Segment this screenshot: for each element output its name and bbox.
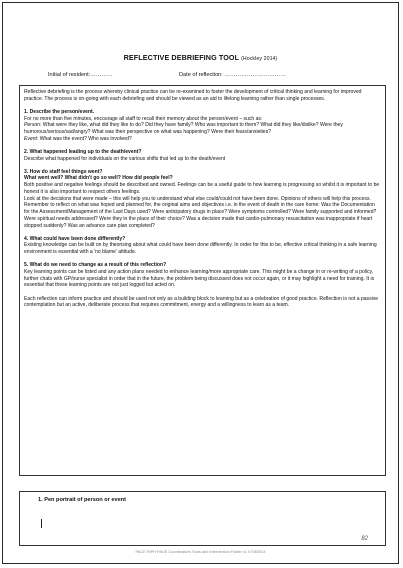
section-1-heading: 1. Describe the person/event. — [24, 108, 95, 115]
text-cursor — [41, 519, 42, 528]
section-5 — [24, 262, 381, 289]
section-4 — [24, 236, 381, 256]
section-3 — [24, 169, 381, 230]
section-4-text: Existing knowledge can be built on by theorising about what could have been done differently. In order for this to be, effective critical thinking in a safe learning environment is essential with a 'no blame' attitude. — [24, 242, 377, 256]
section-1-line: For no more than five minutes, encourage all staff to recall their memory about the person/event – such as: — [24, 115, 263, 122]
section-2 — [24, 149, 381, 163]
date-of-reflection-field: Date of reflection: …………………………… — [179, 72, 286, 78]
initial-of-resident-field: Initial of resident:………… — [48, 72, 113, 78]
intro-paragraph: Reflective debriefing is the process whereby clinical practice can be re-examined to foster the development of critical thinking and learning for improved practice. The process is on-going with each debriefing and should be viewed as an aid to lifelong learning rather than single processes. — [24, 89, 362, 102]
section-2-text: Describe what happened for individuals on the various shifts that led up to the death/event — [24, 155, 226, 162]
section-3-heading: 3. How do staff feel things went? — [24, 168, 103, 175]
event-label: Event — [24, 135, 37, 142]
section-3-paragraph-1: Both positive and negative feelings should be described and owned. Feelings can be a useful guide to how learning is progressing so whilst it is important to be honest it is also important to respect others feelings. — [24, 182, 380, 195]
section-3-subheading: What went well? What didn't go so well? How did people feel? — [24, 175, 173, 182]
title-suffix: (Hockley 2014) — [241, 56, 278, 62]
footer-text: PACE RiPH PACE Coordinators Tools and Intervention Folder v1 07082013 — [135, 549, 266, 554]
section-4-heading: 4. What could have been done differently? — [24, 235, 126, 242]
closing-paragraph: Each reflection can inform practice and should be used not only as a building block to learning but as a celebration of good practice. Reflection is not a passive contemplation but an active, deliberate process that requires commitment, energy and a willingness to learn as a team. — [24, 295, 379, 309]
pen-portrait-label: 1. Pen portrait of person or event — [38, 497, 126, 503]
section-5-text: Key learning points can be listed and any action plans needed to enhance learning/more appropriate care. This might be a change in or re-writing of a policy, further chats with GP/nurse specialist in order that in the future, the problem being discussed does not occur again, or it may highlight a need for training. It is essential that these learning points are not just logged but acted on. — [24, 268, 375, 289]
section-1 — [24, 109, 381, 143]
guidance-box — [19, 85, 386, 476]
document-title — [3, 53, 398, 62]
title-text: REFLECTIVE DEBRIEFING TOOL — [123, 53, 239, 62]
event-text: : What was the event? Who was involved? — [36, 135, 132, 142]
person-text: : What were they like, what did they like to do? Did they have family? Who was important to them? What did they like/dislike? Were they humorous/serious/sad/angry? What was their perspective on what was happening? Were their fears/anxieties? — [24, 122, 343, 136]
person-label: Person — [24, 122, 40, 129]
page-number: 82 — [361, 536, 368, 542]
section-5-heading: 5. What do we need to change as a result of this reflection? — [24, 262, 167, 269]
pen-portrait-box[interactable] — [19, 491, 386, 546]
section-3-paragraph-2: Look at the decisions that were made – this will help you to understand what else could/could not have been done. Opinions of others will help this process. Remember to reflect on what was hoped and planned for, the original aims and objectives i.e. in the event of death in the care home: Was the Documentation for the Assessment/Management of the Last Days used? Were anticipatory drugs in place? Were symptoms controlled? Were family supported and informed? Were spiritual needs addressed? Were they in the place of their choice? Was a decision made that cardio-pulmonary resuscitation was inappropriate if heart stopped suddenly? Was an advance care plan completed? — [24, 195, 377, 229]
document-page — [2, 2, 399, 564]
section-2-heading: 2. What happened leading up to the death/event? — [24, 148, 142, 155]
